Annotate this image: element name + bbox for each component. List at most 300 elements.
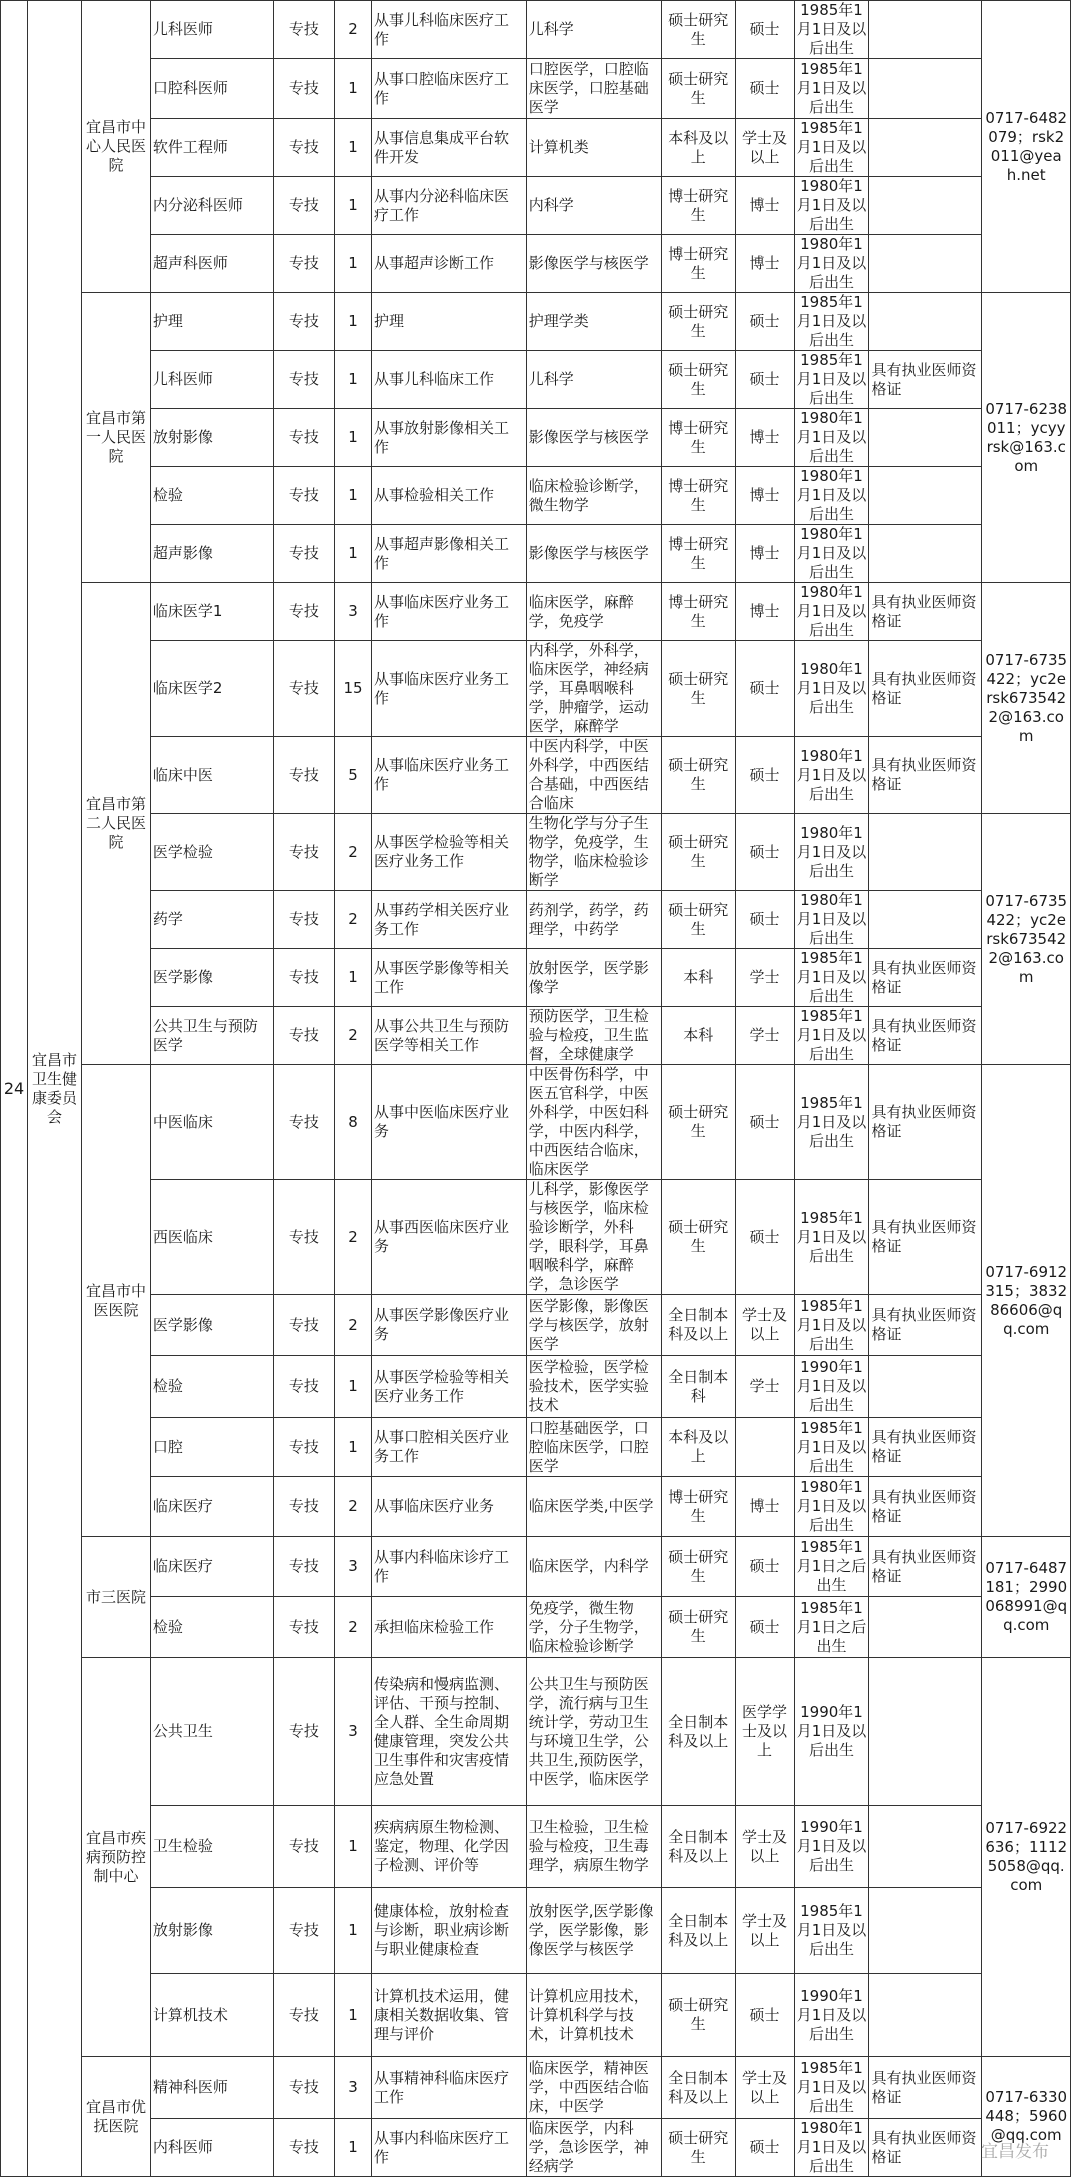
age-requirement: 1985年1月1日及以后出生 bbox=[794, 949, 869, 1007]
education: 硕士研究生 bbox=[661, 1597, 735, 1658]
degree: 学士 bbox=[735, 949, 794, 1007]
major: 公共卫生与预防医学，流行病与卫生统计学，劳动卫生与环境卫生学，公共卫生,预防医学，中医学，临床医学 bbox=[526, 1658, 661, 1806]
education: 硕士研究生 bbox=[661, 2119, 735, 2177]
other-requirement bbox=[869, 1658, 982, 1806]
duty: 从事儿科临床工作 bbox=[371, 351, 526, 409]
duty: 从事临床医疗业务工作 bbox=[371, 641, 526, 737]
contact: 0717-6482079；rsk2011@yeah.net bbox=[982, 1, 1071, 293]
post-type: 专技 bbox=[273, 737, 334, 814]
post-type: 专技 bbox=[273, 235, 334, 293]
education: 硕士研究生 bbox=[661, 814, 735, 891]
education: 博士研究生 bbox=[661, 177, 735, 235]
major: 儿科学 bbox=[526, 1, 661, 59]
age-requirement: 1985年1月1日及以后出生 bbox=[794, 1180, 869, 1295]
major: 口腔医学，口腔临床医学，口腔基础医学 bbox=[526, 59, 661, 119]
post-name: 儿科医师 bbox=[150, 1, 273, 59]
major: 临床医学，内科学 bbox=[526, 1537, 661, 1597]
degree: 学士 bbox=[735, 1356, 794, 1418]
headcount: 1 bbox=[335, 235, 372, 293]
age-requirement: 1980年1月1日及以后出生 bbox=[794, 467, 869, 525]
other-requirement bbox=[869, 467, 982, 525]
degree: 博士 bbox=[735, 177, 794, 235]
age-requirement: 1985年1月1日及以后出生 bbox=[794, 1007, 869, 1065]
major: 内科学，外科学，临床医学，神经病学，耳鼻咽喉科学，肿瘤学，运动医学，麻醉学 bbox=[526, 641, 661, 737]
contact: 0717-6912315；383286606@qq.com bbox=[982, 1065, 1071, 1537]
other-requirement: 具有执业医师资格证 bbox=[869, 2119, 982, 2177]
post-name: 临床医学2 bbox=[150, 641, 273, 737]
education: 硕士研究生 bbox=[661, 351, 735, 409]
headcount: 1 bbox=[335, 525, 372, 583]
post-name: 临床医疗 bbox=[150, 1477, 273, 1537]
age-requirement: 1985年1月1日之后出生 bbox=[794, 1597, 869, 1658]
degree: 学士及以上 bbox=[735, 1806, 794, 1888]
duty: 从事内科临床医疗工作 bbox=[371, 2119, 526, 2177]
other-requirement bbox=[869, 1974, 982, 2057]
age-requirement: 1990年1月1日及以后出生 bbox=[794, 1356, 869, 1418]
education: 硕士研究生 bbox=[661, 293, 735, 351]
other-requirement bbox=[869, 1806, 982, 1888]
major: 临床医学，内科学，急诊医学，神经病学 bbox=[526, 2119, 661, 2177]
post-name: 护理 bbox=[150, 293, 273, 351]
major: 计算机类 bbox=[526, 119, 661, 177]
post-type: 专技 bbox=[273, 1418, 334, 1477]
degree: 博士 bbox=[735, 583, 794, 641]
age-requirement: 1985年1月1日及以后出生 bbox=[794, 1065, 869, 1180]
age-requirement: 1980年1月1日及以后出生 bbox=[794, 2119, 869, 2177]
other-requirement bbox=[869, 293, 982, 351]
education: 全日制本科及以上 bbox=[661, 1658, 735, 1806]
post-name: 医学影像 bbox=[150, 949, 273, 1007]
headcount: 1 bbox=[335, 59, 372, 119]
unit-name: 市三医院 bbox=[82, 1537, 151, 1658]
headcount: 2 bbox=[335, 1, 372, 59]
contact: 0717-6487181；2990068991@qq.com bbox=[982, 1537, 1071, 1658]
post-name: 临床医学1 bbox=[150, 583, 273, 641]
unit-name: 宜昌市第二人民医院 bbox=[82, 583, 151, 1065]
post-name: 儿科医师 bbox=[150, 351, 273, 409]
age-requirement: 1980年1月1日及以后出生 bbox=[794, 177, 869, 235]
headcount: 1 bbox=[335, 293, 372, 351]
post-type: 专技 bbox=[273, 1974, 334, 2057]
major: 中医骨伤科学，中医五官科学，中医外科学，中医妇科学，中医内科学，中西医结合临床，临床医学 bbox=[526, 1065, 661, 1180]
post-name: 软件工程师 bbox=[150, 119, 273, 177]
degree: 硕士 bbox=[735, 814, 794, 891]
post-name: 检验 bbox=[150, 1356, 273, 1418]
age-requirement: 1980年1月1日及以后出生 bbox=[794, 891, 869, 949]
headcount: 5 bbox=[335, 737, 372, 814]
other-requirement bbox=[869, 409, 982, 467]
major: 影像医学与核医学 bbox=[526, 525, 661, 583]
age-requirement: 1980年1月1日及以后出生 bbox=[794, 525, 869, 583]
degree: 博士 bbox=[735, 467, 794, 525]
major: 影像医学与核医学 bbox=[526, 409, 661, 467]
other-requirement: 具有执业医师资格证 bbox=[869, 1477, 982, 1537]
unit-name: 宜昌市疾病预防控制中心 bbox=[82, 1658, 151, 2057]
degree: 硕士 bbox=[735, 1065, 794, 1180]
education: 全日制本科及以上 bbox=[661, 1888, 735, 1974]
sequence-number: 24 bbox=[1, 1, 28, 2177]
headcount: 8 bbox=[335, 1065, 372, 1180]
contact: 0717-6922636；11125058@qq.com bbox=[982, 1658, 1071, 2057]
degree: 博士 bbox=[735, 409, 794, 467]
duty: 从事儿科临床医疗工作 bbox=[371, 1, 526, 59]
duty: 从事内科临床诊疗工作 bbox=[371, 1537, 526, 1597]
education: 博士研究生 bbox=[661, 409, 735, 467]
other-requirement bbox=[869, 1, 982, 59]
post-type: 专技 bbox=[273, 467, 334, 525]
other-requirement: 具有执业医师资格证 bbox=[869, 1180, 982, 1295]
education: 硕士研究生 bbox=[661, 1537, 735, 1597]
other-requirement: 具有执业医师资格证 bbox=[869, 949, 982, 1007]
headcount: 2 bbox=[335, 1477, 372, 1537]
major: 预防医学，卫生检验与检疫，卫生监督，全球健康学 bbox=[526, 1007, 661, 1065]
major: 放射医学,医学影像学，医学影像，影像医学与核医学 bbox=[526, 1888, 661, 1974]
degree: 硕士 bbox=[735, 1180, 794, 1295]
major: 计算机应用技术，计算机科学与技术，计算机技术 bbox=[526, 1974, 661, 2057]
contact-tail-2: @qq.com bbox=[990, 2126, 1062, 2144]
education: 硕士研究生 bbox=[661, 1180, 735, 1295]
post-type: 专技 bbox=[273, 1356, 334, 1418]
headcount: 1 bbox=[335, 1806, 372, 1888]
other-requirement bbox=[869, 177, 982, 235]
degree: 硕士 bbox=[735, 737, 794, 814]
age-requirement: 1980年1月1日及以后出生 bbox=[794, 737, 869, 814]
degree: 硕士 bbox=[735, 1974, 794, 2057]
other-requirement bbox=[869, 1888, 982, 1974]
post-type: 专技 bbox=[273, 1888, 334, 1974]
duty: 从事西医临床医疗业务 bbox=[371, 1180, 526, 1295]
post-name: 医学影像 bbox=[150, 1295, 273, 1356]
major: 口腔基础医学，口腔临床医学，口腔医学 bbox=[526, 1418, 661, 1477]
education: 博士研究生 bbox=[661, 525, 735, 583]
headcount: 1 bbox=[335, 409, 372, 467]
education: 博士研究生 bbox=[661, 1477, 735, 1537]
post-type: 专技 bbox=[273, 814, 334, 891]
contact: 0717-6735422；yc2ersk6735422@163.com bbox=[982, 583, 1071, 814]
post-name: 公共卫生 bbox=[150, 1658, 273, 1806]
education: 本科及以上 bbox=[661, 119, 735, 177]
major: 医学影像，影像医学与核医学，放射医学 bbox=[526, 1295, 661, 1356]
post-type: 专技 bbox=[273, 641, 334, 737]
education: 硕士研究生 bbox=[661, 737, 735, 814]
other-requirement: 具有执业医师资格证 bbox=[869, 1007, 982, 1065]
post-name: 放射影像 bbox=[150, 1888, 273, 1974]
headcount: 1 bbox=[335, 351, 372, 409]
post-name: 内分泌科医师 bbox=[150, 177, 273, 235]
unit-name: 宜昌市中心人民医院 bbox=[82, 1, 151, 293]
degree: 硕士 bbox=[735, 1597, 794, 1658]
degree: 硕士 bbox=[735, 1537, 794, 1597]
post-type: 专技 bbox=[273, 119, 334, 177]
major: 卫生检验，卫生检验与检疫，卫生毒理学，病原生物学 bbox=[526, 1806, 661, 1888]
education: 本科及以上 bbox=[661, 1418, 735, 1477]
post-type: 专技 bbox=[273, 525, 334, 583]
other-requirement: 具有执业医师资格证 bbox=[869, 1295, 982, 1356]
age-requirement: 1985年1月1日及以后出生 bbox=[794, 2057, 869, 2119]
degree: 博士 bbox=[735, 235, 794, 293]
degree: 学士及以上 bbox=[735, 1888, 794, 1974]
duty: 从事临床医疗业务工作 bbox=[371, 583, 526, 641]
other-requirement: 具有执业医师资格证 bbox=[869, 1418, 982, 1477]
major: 临床检验诊断学，微生物学 bbox=[526, 467, 661, 525]
post-name: 精神科医师 bbox=[150, 2057, 273, 2119]
post-type: 专技 bbox=[273, 891, 334, 949]
duty: 从事检验相关工作 bbox=[371, 467, 526, 525]
post-name: 检验 bbox=[150, 467, 273, 525]
other-requirement bbox=[869, 525, 982, 583]
degree: 学士及以上 bbox=[735, 1295, 794, 1356]
headcount: 15 bbox=[335, 641, 372, 737]
post-type: 专技 bbox=[273, 2119, 334, 2177]
major: 影像医学与核医学 bbox=[526, 235, 661, 293]
degree: 硕士 bbox=[735, 293, 794, 351]
age-requirement: 1985年1月1日及以后出生 bbox=[794, 59, 869, 119]
education: 全日制本科及以上 bbox=[661, 1806, 735, 1888]
education: 全日制本科 bbox=[661, 1356, 735, 1418]
age-requirement: 1985年1月1日及以后出生 bbox=[794, 1888, 869, 1974]
major: 免疫学，微生物学，分子生物学，临床检验诊断学 bbox=[526, 1597, 661, 1658]
post-name: 中医临床 bbox=[150, 1065, 273, 1180]
contact bbox=[982, 2057, 1071, 2177]
education: 硕士研究生 bbox=[661, 59, 735, 119]
other-requirement: 具有执业医师资格证 bbox=[869, 641, 982, 737]
post-name: 公共卫生与预防医学 bbox=[150, 1007, 273, 1065]
post-name: 计算机技术 bbox=[150, 1974, 273, 2057]
major: 儿科学 bbox=[526, 351, 661, 409]
other-requirement bbox=[869, 891, 982, 949]
degree: 硕士 bbox=[735, 59, 794, 119]
post-name: 西医临床 bbox=[150, 1180, 273, 1295]
other-requirement: 具有执业医师资格证 bbox=[869, 583, 982, 641]
education: 硕士研究生 bbox=[661, 1974, 735, 2057]
other-requirement: 具有执业医师资格证 bbox=[869, 737, 982, 814]
degree: 博士 bbox=[735, 525, 794, 583]
headcount: 3 bbox=[335, 1658, 372, 1806]
contact-tail: 5960 bbox=[1028, 2107, 1068, 2125]
major: 医学检验，医学检验技术，医学实验技术 bbox=[526, 1356, 661, 1418]
unit-name: 宜昌市中医医院 bbox=[82, 1065, 151, 1537]
other-requirement: 具有执业医师资格证 bbox=[869, 351, 982, 409]
duty: 从事医学影像医疗业务 bbox=[371, 1295, 526, 1356]
duty: 疾病病原生物检测、鉴定，物理、化学因子检测、评价等 bbox=[371, 1806, 526, 1888]
education: 本科 bbox=[661, 1007, 735, 1065]
duty: 从事精神科临床医疗工作 bbox=[371, 2057, 526, 2119]
other-requirement bbox=[869, 1356, 982, 1418]
contact: 0717-6735422；yc2ersk6735422@163.com bbox=[982, 814, 1071, 1065]
major: 放射医学，医学影像学 bbox=[526, 949, 661, 1007]
major: 药剂学，药学，药理学，中药学 bbox=[526, 891, 661, 949]
post-type: 专技 bbox=[273, 1180, 334, 1295]
age-requirement: 1990年1月1日及以后出生 bbox=[794, 1974, 869, 2057]
post-name: 超声影像 bbox=[150, 525, 273, 583]
age-requirement: 1990年1月1日及以后出生 bbox=[794, 1806, 869, 1888]
duty: 承担临床检验工作 bbox=[371, 1597, 526, 1658]
department-name: 宜昌市卫生健康委员会 bbox=[28, 1, 82, 2177]
headcount: 2 bbox=[335, 1007, 372, 1065]
major: 临床医学类,中医学 bbox=[526, 1477, 661, 1537]
major: 护理学类 bbox=[526, 293, 661, 351]
major: 临床医学，精神医学，中西医结合临床，中医学 bbox=[526, 2057, 661, 2119]
age-requirement: 1985年1月1日及以后出生 bbox=[794, 1418, 869, 1477]
degree: 学士 bbox=[735, 1007, 794, 1065]
unit-name: 宜昌市优抚医院 bbox=[82, 2057, 151, 2177]
education: 硕士研究生 bbox=[661, 891, 735, 949]
post-type: 专技 bbox=[273, 1477, 334, 1537]
duty: 从事超声诊断工作 bbox=[371, 235, 526, 293]
headcount: 2 bbox=[335, 891, 372, 949]
education: 硕士研究生 bbox=[661, 1, 735, 59]
post-type: 专技 bbox=[273, 1, 334, 59]
major: 中医内科学，中医外科学，中西医结合基础，中西医结合临床 bbox=[526, 737, 661, 814]
post-type: 专技 bbox=[273, 583, 334, 641]
post-name: 药学 bbox=[150, 891, 273, 949]
duty: 从事口腔临床医疗工作 bbox=[371, 59, 526, 119]
headcount: 1 bbox=[335, 1418, 372, 1477]
post-type: 专技 bbox=[273, 1806, 334, 1888]
contact-text: 0717-6330448； bbox=[985, 2088, 1068, 2125]
age-requirement: 1990年1月1日及以后出生 bbox=[794, 1658, 869, 1806]
headcount: 2 bbox=[335, 1180, 372, 1295]
age-requirement: 1980年1月1日及以后出生 bbox=[794, 409, 869, 467]
post-type: 专技 bbox=[273, 2057, 334, 2119]
duty: 从事公共卫生与预防医学等相关工作 bbox=[371, 1007, 526, 1065]
post-name: 医学检验 bbox=[150, 814, 273, 891]
degree: 学士及以上 bbox=[735, 2057, 794, 2119]
education: 本科 bbox=[661, 949, 735, 1007]
education: 博士研究生 bbox=[661, 467, 735, 525]
major: 生物化学与分子生物学，免疫学，生物学，临床检验诊断学 bbox=[526, 814, 661, 891]
other-requirement: 具有执业医师资格证 bbox=[869, 1537, 982, 1597]
education: 全日制本科及以上 bbox=[661, 2057, 735, 2119]
age-requirement: 1980年1月1日及以后出生 bbox=[794, 583, 869, 641]
headcount: 2 bbox=[335, 814, 372, 891]
post-type: 专技 bbox=[273, 1295, 334, 1356]
post-type: 专技 bbox=[273, 409, 334, 467]
post-name: 口腔 bbox=[150, 1418, 273, 1477]
post-type: 专技 bbox=[273, 1065, 334, 1180]
age-requirement: 1985年1月1日及以后出生 bbox=[794, 119, 869, 177]
other-requirement bbox=[869, 235, 982, 293]
degree: 硕士 bbox=[735, 2119, 794, 2177]
post-type: 专技 bbox=[273, 1597, 334, 1658]
headcount: 1 bbox=[335, 119, 372, 177]
degree: 硕士 bbox=[735, 891, 794, 949]
degree bbox=[735, 1418, 794, 1477]
duty: 从事医学检验等相关医疗业务工作 bbox=[371, 1356, 526, 1418]
post-type: 专技 bbox=[273, 351, 334, 409]
duty: 健康体检，放射检查与诊断，职业病诊断与职业健康检查 bbox=[371, 1888, 526, 1974]
post-name: 卫生检验 bbox=[150, 1806, 273, 1888]
post-type: 专技 bbox=[273, 1007, 334, 1065]
headcount: 1 bbox=[335, 467, 372, 525]
age-requirement: 1980年1月1日及以后出生 bbox=[794, 1477, 869, 1537]
headcount: 1 bbox=[335, 177, 372, 235]
post-type: 专技 bbox=[273, 949, 334, 1007]
headcount: 1 bbox=[335, 2119, 372, 2177]
headcount: 3 bbox=[335, 583, 372, 641]
contact: 0717-6238011；ycyyrsk@163.com bbox=[982, 293, 1071, 583]
post-name: 超声科医师 bbox=[150, 235, 273, 293]
degree: 医学学士及以上 bbox=[735, 1658, 794, 1806]
degree: 硕士 bbox=[735, 1, 794, 59]
post-type: 专技 bbox=[273, 59, 334, 119]
age-requirement: 1980年1月1日及以后出生 bbox=[794, 814, 869, 891]
age-requirement: 1985年1月1日及以后出生 bbox=[794, 293, 869, 351]
headcount: 2 bbox=[335, 1295, 372, 1356]
education: 全日制本科及以上 bbox=[661, 1295, 735, 1356]
headcount: 1 bbox=[335, 1974, 372, 2057]
education: 博士研究生 bbox=[661, 583, 735, 641]
post-type: 专技 bbox=[273, 177, 334, 235]
other-requirement bbox=[869, 1597, 982, 1658]
post-type: 专技 bbox=[273, 1658, 334, 1806]
duty: 从事药学相关医疗业务工作 bbox=[371, 891, 526, 949]
headcount: 2 bbox=[335, 1597, 372, 1658]
headcount: 1 bbox=[335, 1888, 372, 1974]
duty: 从事临床医疗业务工作 bbox=[371, 737, 526, 814]
degree: 硕士 bbox=[735, 351, 794, 409]
age-requirement: 1980年1月1日及以后出生 bbox=[794, 641, 869, 737]
other-requirement: 具有执业医师资格证 bbox=[869, 1065, 982, 1180]
post-name: 临床医疗 bbox=[150, 1537, 273, 1597]
duty: 护理 bbox=[371, 293, 526, 351]
duty: 计算机技术运用，健康相关数据收集、管理与评价 bbox=[371, 1974, 526, 2057]
headcount: 3 bbox=[335, 1537, 372, 1597]
education: 博士研究生 bbox=[661, 235, 735, 293]
duty: 从事口腔相关医疗业务工作 bbox=[371, 1418, 526, 1477]
post-name: 口腔科医师 bbox=[150, 59, 273, 119]
education: 硕士研究生 bbox=[661, 1065, 735, 1180]
age-requirement: 1985年1月1日及以后出生 bbox=[794, 1295, 869, 1356]
age-requirement: 1985年1月1日之后出生 bbox=[794, 1537, 869, 1597]
other-requirement bbox=[869, 59, 982, 119]
major: 临床医学，麻醉学，免疫学 bbox=[526, 583, 661, 641]
post-name: 检验 bbox=[150, 1597, 273, 1658]
post-name: 临床中医 bbox=[150, 737, 273, 814]
degree: 博士 bbox=[735, 1477, 794, 1537]
duty: 从事中医临床医疗业务 bbox=[371, 1065, 526, 1180]
major: 内科学 bbox=[526, 177, 661, 235]
age-requirement: 1985年1月1日及以后出生 bbox=[794, 351, 869, 409]
headcount: 1 bbox=[335, 1356, 372, 1418]
duty: 从事信息集成平台软件开发 bbox=[371, 119, 526, 177]
watermark: 宜昌发布 bbox=[981, 2142, 1049, 2162]
post-type: 专技 bbox=[273, 1537, 334, 1597]
duty: 传染病和慢病监测、评估、干预与控制、全人群、全生命周期健康管理，突发公共卫生事件和灾害疫情应急处置 bbox=[371, 1658, 526, 1806]
other-requirement bbox=[869, 814, 982, 891]
education: 硕士研究生 bbox=[661, 641, 735, 737]
duty: 从事临床医疗业务 bbox=[371, 1477, 526, 1537]
degree: 学士及以上 bbox=[735, 119, 794, 177]
duty: 从事医学影像等相关工作 bbox=[371, 949, 526, 1007]
headcount: 3 bbox=[335, 2057, 372, 2119]
unit-name: 宜昌市第一人民医院 bbox=[82, 293, 151, 583]
duty: 从事放射影像相关工作 bbox=[371, 409, 526, 467]
duty: 从事内分泌科临床医疗工作 bbox=[371, 177, 526, 235]
post-type: 专技 bbox=[273, 293, 334, 351]
age-requirement: 1985年1月1日及以后出生 bbox=[794, 1, 869, 59]
headcount: 1 bbox=[335, 949, 372, 1007]
other-requirement bbox=[869, 119, 982, 177]
age-requirement: 1980年1月1日及以后出生 bbox=[794, 235, 869, 293]
post-name: 放射影像 bbox=[150, 409, 273, 467]
degree: 硕士 bbox=[735, 641, 794, 737]
major: 儿科学，影像医学与核医学，临床检验诊断学，外科学，眼科学，耳鼻咽喉科学，麻醉学，急诊医学 bbox=[526, 1180, 661, 1295]
other-requirement: 具有执业医师资格证 bbox=[869, 2057, 982, 2119]
post-name: 内科医师 bbox=[150, 2119, 273, 2177]
duty: 从事超声影像相关工作 bbox=[371, 525, 526, 583]
duty: 从事医学检验等相关医疗业务工作 bbox=[371, 814, 526, 891]
